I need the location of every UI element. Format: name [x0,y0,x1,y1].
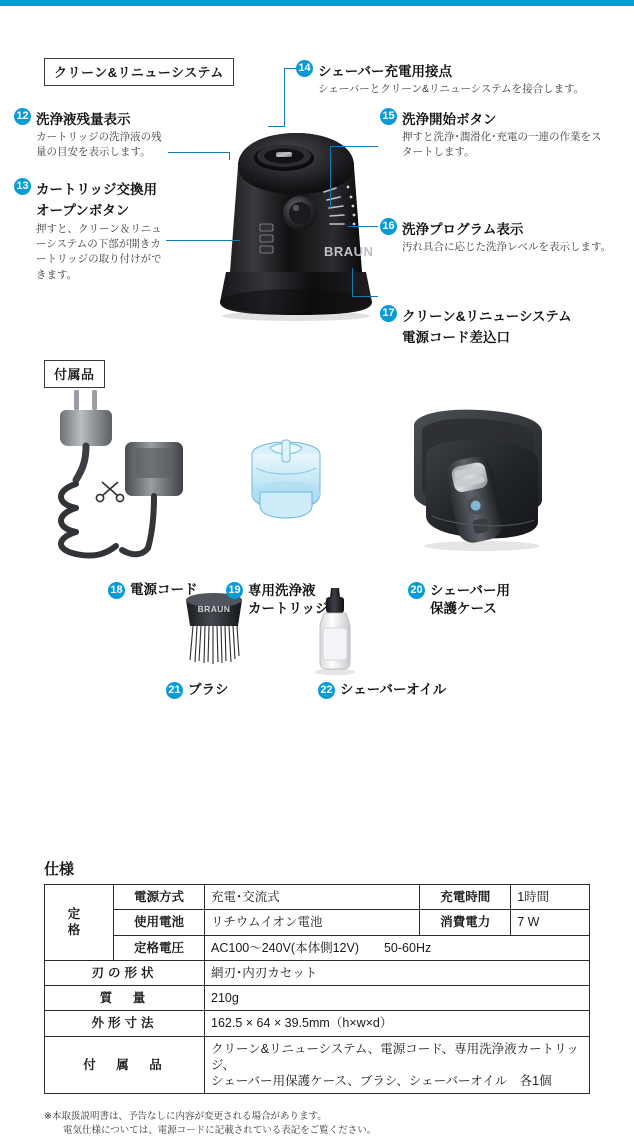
table-row [45,1036,590,1094]
callout-14 [296,60,616,97]
spec-value-voltage: AC100〜240V(本体側12V) 50-60Hz [205,935,590,960]
callout-number-17: 17 [380,305,397,322]
footnote-line-1: ※本取扱説明書は、予告なしに内容が変更される場合があります。 [44,1111,327,1122]
callout-number-13: 13 [14,178,31,195]
callout-17 [380,305,630,347]
callout-number-22: 22 [318,682,335,699]
spec-value-battery: リチウムイオン電池 [205,910,420,935]
callout-15 [380,108,610,160]
leader-line-15b [330,146,331,208]
spec-value-blade-type: 網刃･内刃カセット [205,960,590,985]
spec-key-charge-time: 充電時間 [420,885,511,910]
section-title-accessories: 付属品 [44,360,105,388]
callout-12 [14,108,166,160]
shaver-case-illustration [392,404,572,559]
spec-key-weight: 質 量 [45,986,205,1011]
spec-value-accessories [205,1036,590,1094]
callout-body-13: 押すと、クリーン＆リニューシステムの下部が開きカートリッジの取り付けができます。 [36,223,162,281]
leader-line-17b [352,268,353,297]
callout-title-13-line2: オープンボタン [36,203,130,218]
callout-title-13-line1: カートリッジ交換用 [36,182,157,197]
leader-line-17 [352,296,378,297]
callout-number-21: 21 [166,682,183,699]
spec-title: 仕様 [44,861,75,878]
callout-body-15: 押すと洗浄･潤滑化･充電の一連の作業をスタートします。 [402,131,602,159]
section-title-clean-renew: クリーン&リニューシステム [44,58,234,86]
callout-title-14: シェーバー充電用接点 [318,64,453,79]
section-accessories [0,352,634,732]
spec-value-power-type: 充電･交流式 [205,885,420,910]
leader-line-14b [284,68,285,126]
callout-16 [380,218,620,255]
callout-body-12: カートリッジの洗浄液の残量の目安を表示します。 [36,131,162,159]
table-row [45,885,590,910]
spec-value-weight: 210g [205,986,590,1011]
callout-number-14: 14 [296,60,313,77]
spec-table [44,884,590,1094]
leader-line-14c [268,126,285,127]
callout-body-16: 汚れ具合に応じた洗浄レベルを表示します。 [402,241,612,253]
leader-line-16 [348,226,378,227]
callout-number-12: 12 [14,108,31,125]
accessory-label-20-line2: 保護ケース [430,601,497,616]
spec-value-accessories-line1: クリーン&リニューシステム、電源コード、専用洗浄液カートリッジ、 [211,1041,579,1072]
spec-key-battery: 使用電池 [114,910,205,935]
accessory-label-21 [166,682,229,699]
accessory-label-18 [108,582,198,599]
cleaning-cartridge-illustration [226,430,346,545]
callout-title-17-line2: 電源コード差込口 [402,330,510,345]
accessory-label-22 [318,682,446,699]
accessory-label-20-line1: シェーバー用 [430,583,511,598]
accessory-label-21-text: ブラシ [188,682,229,697]
leader-line-12b [229,152,230,160]
table-row [45,910,590,935]
accessory-label-19 [226,582,328,618]
spec-key-voltage: 定格電圧 [114,935,205,960]
leader-line-12 [168,152,230,153]
callout-title-17-line1: クリーン&リニューシステム [402,309,572,324]
spec-key-power-consumption: 消費電力 [420,910,511,935]
table-row [45,1011,590,1036]
callout-13 [14,178,164,283]
table-row [45,935,590,960]
spec-key-accessories: 付 属 品 [45,1036,205,1094]
accessory-label-20 [408,582,510,618]
spec-value-power-consumption: 7 W [511,910,590,935]
spec-key-dimensions: 外形寸法 [45,1011,205,1036]
leader-line-15 [330,146,378,147]
accessory-label-18-text: 電源コード [130,582,198,597]
spec-value-accessories-line2: シェーバー用保護ケース、ブラシ、シェーバーオイル 各1個 [211,1074,552,1088]
accessory-label-22-text: シェーバーオイル [340,682,447,697]
callout-number-19: 19 [226,582,243,599]
table-row [45,986,590,1011]
footnotes [44,1110,376,1139]
section-clean-renew-system [0,0,634,360]
power-cord-illustration [36,384,216,574]
spec-row-label-teikaku: 定 格 [45,885,114,961]
table-row [45,960,590,985]
clean-renew-station-illustration [196,96,396,321]
callout-body-14: シェーバーとクリーン&リニューシステムを接合します。 [318,83,585,95]
callout-title-16: 洗浄プログラム表示 [402,222,524,237]
callout-number-16: 16 [380,218,397,235]
svg-text:BRAUN: BRAUN [197,604,231,614]
accessory-label-19-line1: 専用洗浄液 [248,583,316,598]
spec-key-power-type: 電源方式 [114,885,205,910]
leader-line-13 [166,240,240,241]
callout-title-12: 洗浄液残量表示 [36,112,131,127]
footnote-line-2: 電気仕様については、電源コードに記載されている表記をご覧ください。 [44,1125,377,1137]
callout-number-18: 18 [108,582,125,599]
spec-value-dimensions: 162.5 × 64 × 39.5mm（h×w×d） [205,1011,590,1036]
callout-number-20: 20 [408,582,425,599]
spec-value-charge-time: 1時間 [511,885,590,910]
section-specifications [0,852,634,1142]
spec-key-blade-type: 刃の形状 [45,960,205,985]
accessory-label-19-line2: カートリッジ [248,601,329,616]
callout-title-15: 洗浄開始ボタン [402,112,497,127]
callout-number-15: 15 [380,108,397,125]
svg-text:BRAUN: BRAUN [324,244,374,259]
